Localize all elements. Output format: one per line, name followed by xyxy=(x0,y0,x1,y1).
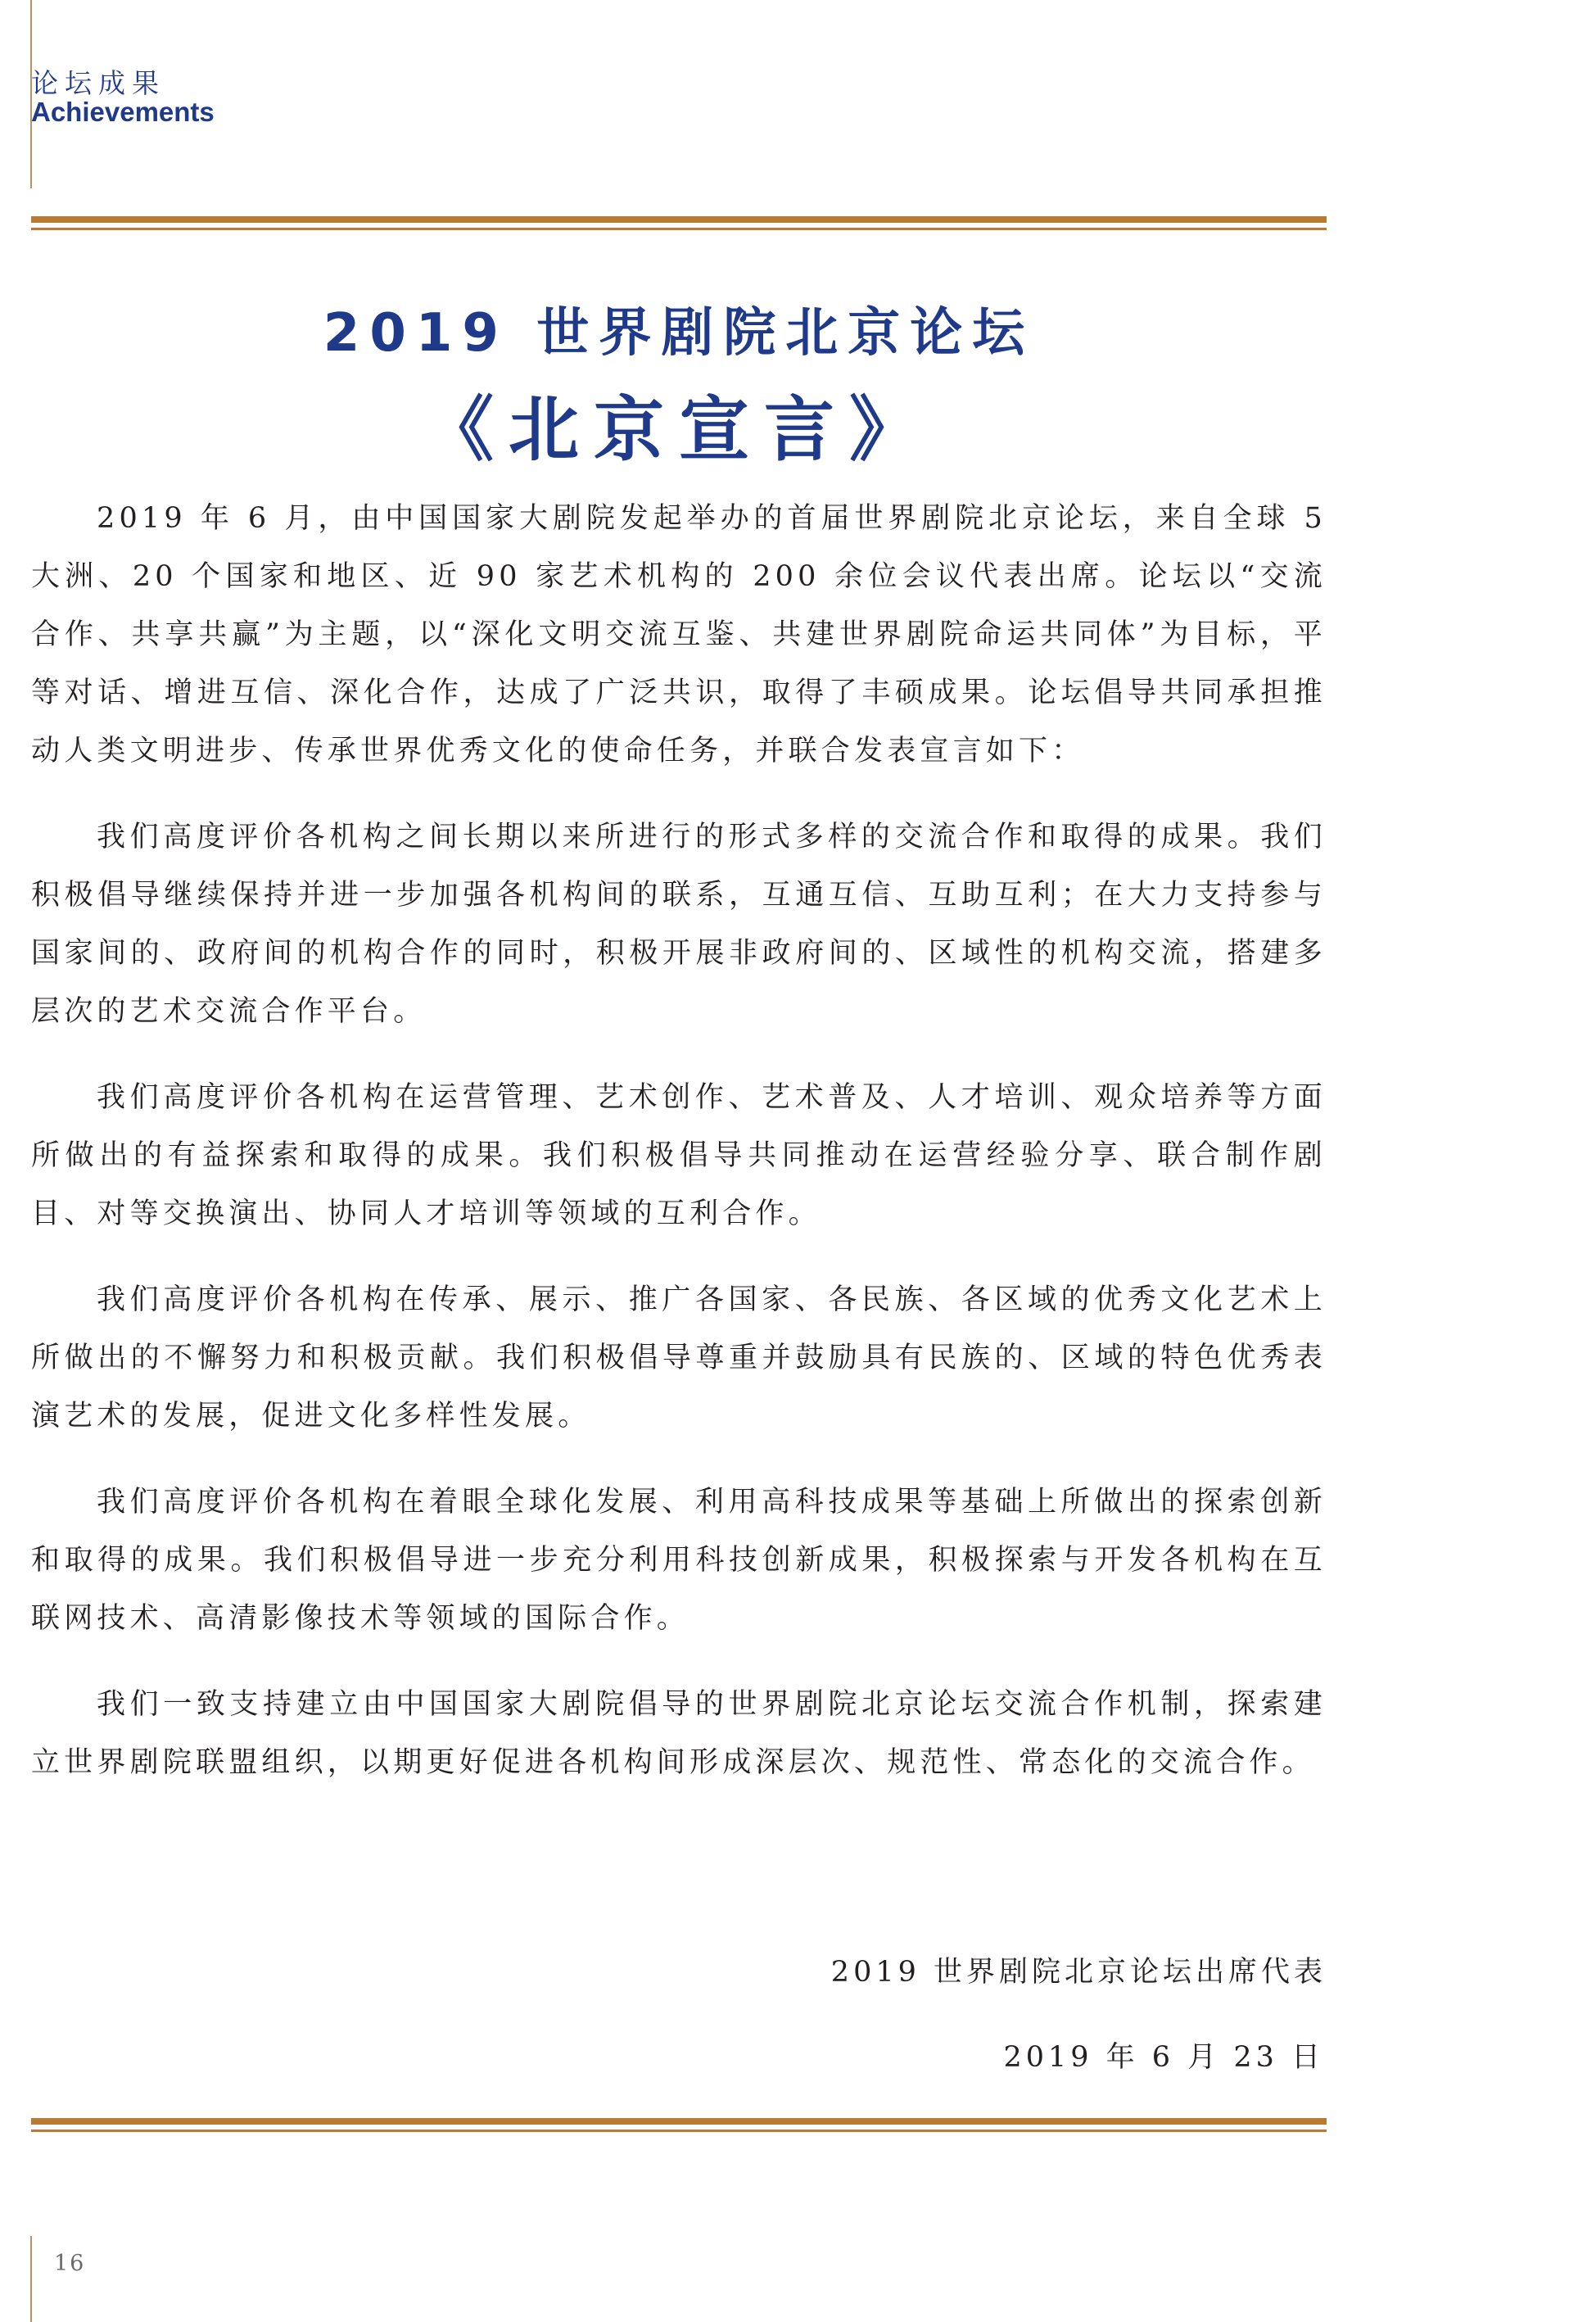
top-divider-thick xyxy=(31,216,1327,223)
paragraph-heritage: 我们高度评价各机构在传承、展示、推广各国家、各民族、各区域的优秀文化艺术上所做出的不懈努力和积极贡献。我们积极倡导尊重并鼓励具有民族的、区域的特色优秀表演艺术的发展，促进文化多样性发展。 xyxy=(31,1283,1327,1433)
document-title: 2019 世界剧院北京论坛 xyxy=(323,303,1035,364)
bottom-divider-thin xyxy=(31,2130,1327,2132)
paragraph-technology: 我们高度评价各机构在着眼全球化发展、利用高科技成果等基础上所做出的探索创新和取得的成果。我们积极倡导进一步充分利用科技创新成果，积极探索与开发各机构在互联网技术、高清影像技术等领域的国际合作。 xyxy=(31,1486,1327,1635)
declaration-body xyxy=(31,490,1327,1820)
page-number: 16 xyxy=(54,2251,86,2276)
bottom-divider-thick xyxy=(31,2118,1327,2125)
section-title-en: Achievements xyxy=(31,97,215,127)
paragraph-exchange: 我们高度评价各机构之间长期以来所进行的形式多样的交流合作和取得的成果。我们积极倡导继续保持并进一步加强各机构间的联系，互通互信、互助互利；在大力支持参与国家间的、政府间的机构合作的同时，积极开展非政府间的、区域性的机构交流，搭建多层次的艺术交流合作平台。 xyxy=(31,821,1327,1028)
top-divider-thin xyxy=(31,228,1327,230)
paragraph-intro: 2019 年 6 月，由中国国家大剧院发起举办的首届世界剧院北京论坛，来自全球 5 大洲、20 个国家和地区、近 90 家艺术机构的 200 余位会议代表出席。论坛以“交流合作、共享共赢”为主题，以“深化文明交流互鉴、共建世界剧院命运共同体”为目标，平等对话、增进互信、深化合作，达成了广泛共识，取得了丰硕成果。论坛倡导共同承担推动人类文明进步、传承世界优秀文化的使命任务，并联合发表宣言如下： xyxy=(31,502,1327,767)
signature-signer: 2019 世界剧院北京论坛出席代表 xyxy=(830,1956,1327,1989)
document-subtitle: 《北京宣言》 xyxy=(423,389,934,471)
top-divider xyxy=(31,216,1327,230)
side-rule-bottom xyxy=(30,2236,32,2322)
section-title-cn: 论坛成果 xyxy=(31,67,165,99)
bottom-divider xyxy=(31,2118,1327,2132)
paragraph-operations: 我们高度评价各机构在运营管理、艺术创作、艺术普及、人才培训、观众培养等方面所做出的有益探索和取得的成果。我们积极倡导共同推动在运营经验分享、联合制作剧目、对等交换演出、协同人才培训等领域的互利合作。 xyxy=(31,1081,1327,1230)
paragraph-alliance: 我们一致支持建立由中国国家大剧院倡导的世界剧院北京论坛交流合作机制，探索建立世界剧院联盟组织，以期更好促进各机构间形成深层次、规范性、常态化的交流合作。 xyxy=(31,1688,1327,1779)
signature-date: 2019 年 6 月 23 日 xyxy=(1003,2041,1324,2074)
